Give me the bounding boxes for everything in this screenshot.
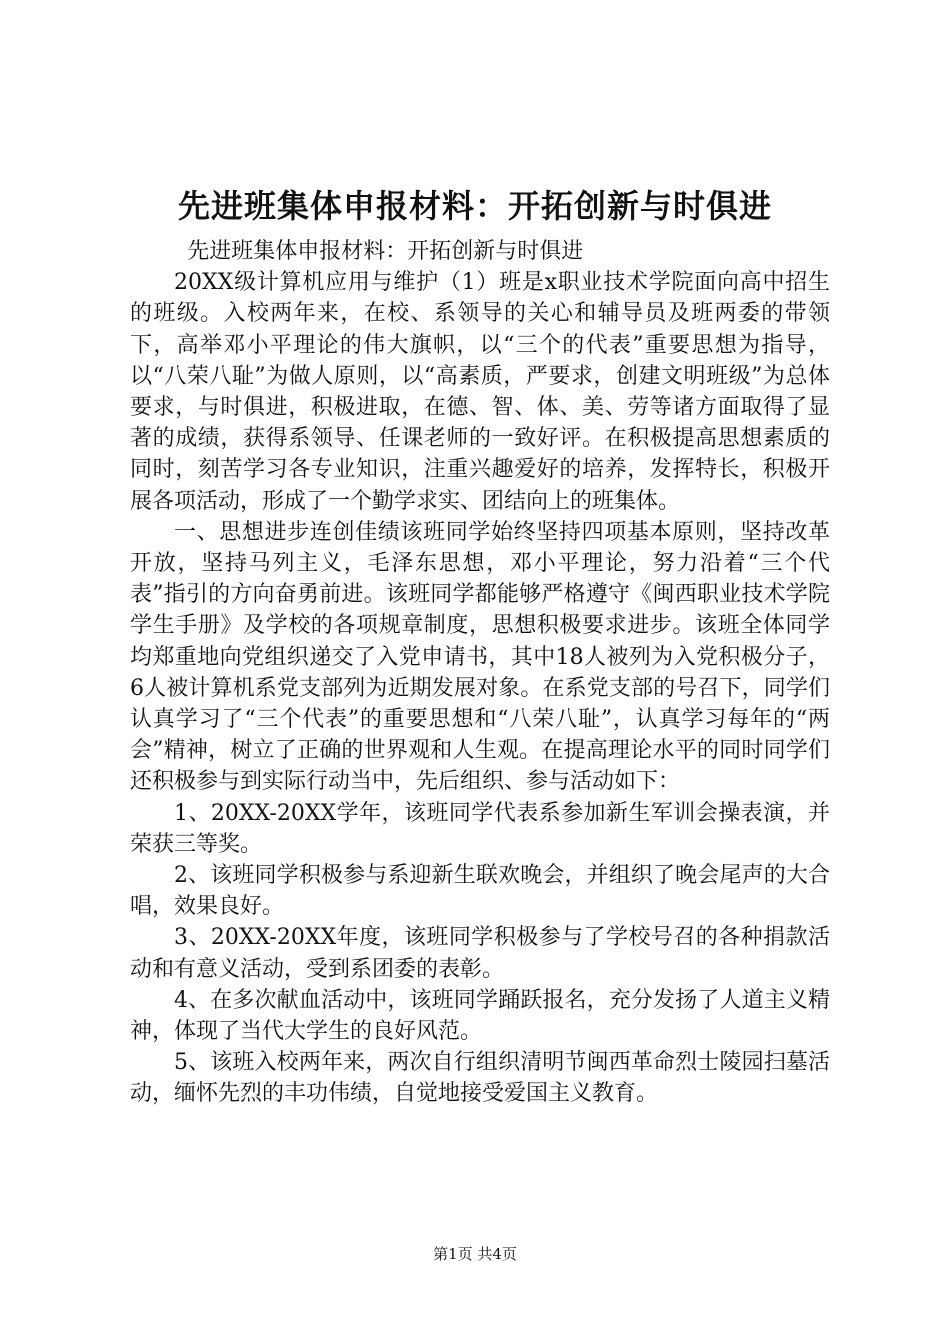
list-item-3: 3、20XX-20XX年度，该班同学积极参与了学校号召的各种捐款活动和有意义活动，受到系团委的表彰。 bbox=[130, 925, 830, 982]
list-item-2: 2、该班同学积极参与系迎新生联欢晚会，并组织了晚会尾声的大合唱，效果良好。 bbox=[130, 863, 830, 920]
list-item-4: 4、在多次献血活动中，该班同学踊跃报名，充分发扬了人道主义精神，体现了当代大学生的良好风范。 bbox=[130, 987, 830, 1045]
document-title: 先进班集体申报材料：开拓创新与时俱进 bbox=[177, 187, 772, 225]
page-number-footer: 第1页 共4页 bbox=[433, 1245, 517, 1263]
list-item-1: 1、20XX-20XX学年，该班同学代表系参加新生军训会操表演，并荣获三等奖。 bbox=[130, 800, 830, 857]
section-one-paragraph: 一、思想进步连创佳绩该班同学始终坚持四项基本原则，坚持改革开放，坚持马列主义，毛泽东思想，邓小平理论，努力沿着“三个代表”指引的方向奋勇前进。该班同学都能够严格遵守《闽西职业技术学院学生手册》及学校的各项规章制度，思想积极要求进步。该班全体同学均郑重地向党组织递交了入党申请书，其中18人被列为入党积极分子，6人被计算机系党支部列为近期发展对象。在系党支部的号召下，同学们认真学习了“三个代表”的重要思想和“八荣八耻”，认真学习每年的“两会”精神，树立了正确的世界观和人生观。在提高理论水平的同时同学们还积极参与到实际行动当中，先后组织、参与活动如下： bbox=[130, 519, 830, 795]
subtitle-paragraph: 先进班集体申报材料：开拓创新与时俱进 bbox=[187, 239, 584, 264]
document-body bbox=[130, 236, 830, 1110]
intro-paragraph: 20XX级计算机应用与维护（1）班是x职业技术学院面向高中招生的班级。入校两年来，在校、系领导的关心和辅导员及班两委的带领下，高举邓小平理论的伟大旗帜，以“三个的代表”重要思想为指导，以“八荣八耻”为做人原则，以“高素质，严要求，创建文明班级”为总体要求，与时俱进，积极进取，在德、智、体、美、劳等诸方面取得了显著的成绩，获得系领导、任课老师的一致好评。在积极提高思想素质的同时，刻苦学习各专业知识，注重兴趣爱好的培养，发挥特长，积极开展各项活动，形成了一个勤学求实、团结向上的班集体。 bbox=[130, 270, 830, 514]
list-item-5: 5、该班入校两年来，两次自行组织清明节闽西革命烈士陵园扫墓活动，缅怀先烈的丰功伟绩，自觉地接受爱国主义教育。 bbox=[130, 1050, 830, 1107]
